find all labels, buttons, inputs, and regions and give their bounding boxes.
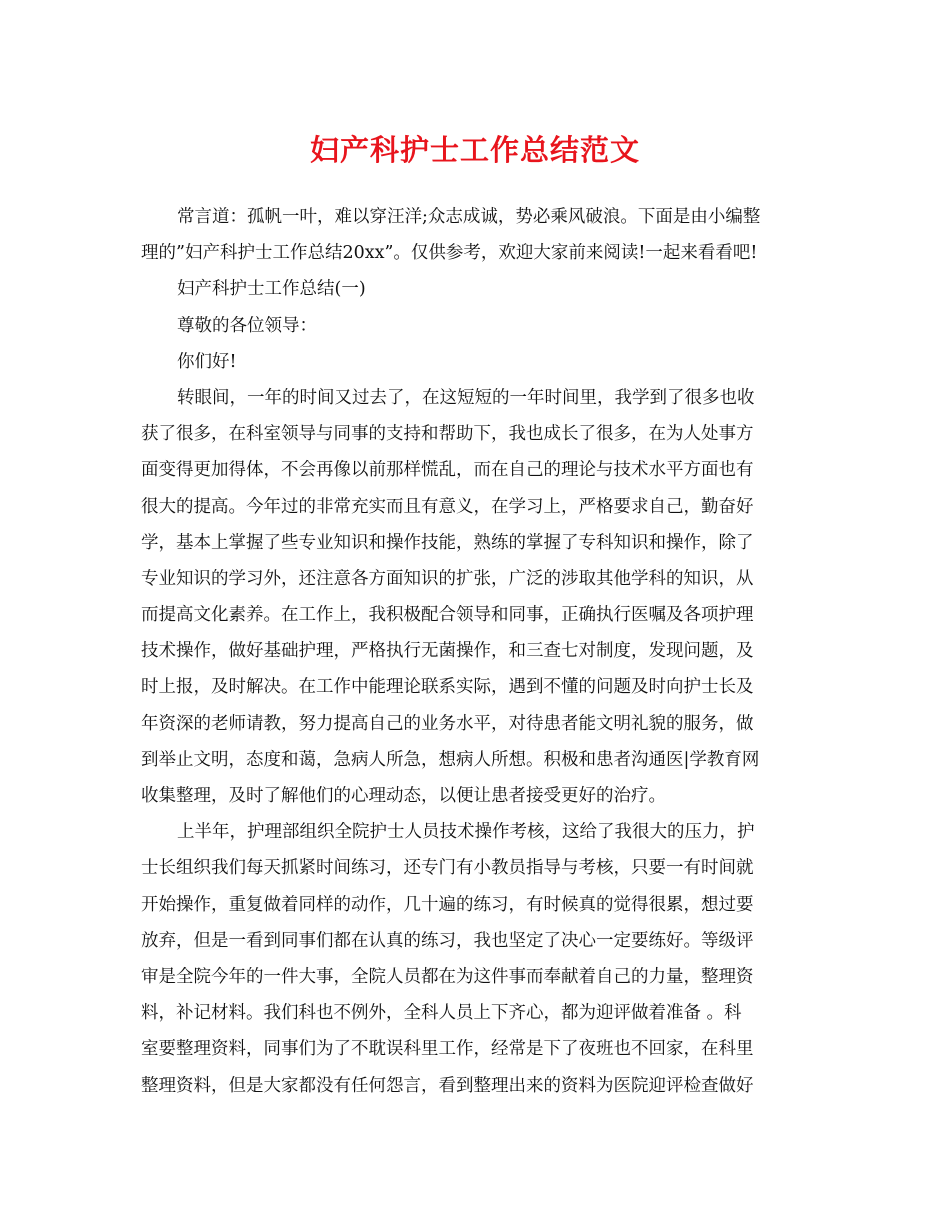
paragraph-line: 尊敬的各位领导：: [177, 315, 317, 336]
paragraph-line: 面变得更加得体，不会再像以前那样慌乱，而在自己的理论与技术水平方面也有: [141, 460, 754, 481]
paragraph-line: 审是全院今年的一件大事，全院人员都在为这件事而奉献着自己的力量，整理资: [141, 966, 754, 987]
paragraph-line: 专业知识的学习外，还注意各方面知识的扩张，广泛的涉取其他学科的知识，从: [141, 568, 754, 589]
paragraph-line: 收集整理，及时了解他们的心理动态，以便让患者接受更好的治疗。: [141, 786, 666, 806]
paragraph-line: 上半年，护理部组织全院护士人员技术操作考核，这给了我很大的压力，护: [177, 822, 755, 843]
paragraph-line: 理的”妇产科护士工作总结20xx”。仅供参考，欢迎大家前来阅读!一起来看看吧!: [141, 243, 758, 264]
paragraph-line: 到举止文明，态度和蔼，急病人所急，想病人所想。积极和患者沟通医|学教育网: [141, 749, 760, 770]
paragraph-line: 时上报，及时解决。在工作中能理论联系实际，遇到不懂的问题及时向护士长及: [141, 677, 754, 698]
paragraph-line: 学，基本上掌握了些专业知识和操作技能，熟练的掌握了专科知识和操作，除了: [141, 532, 754, 553]
paragraph-line: 常言道：孤帆一叶，难以穿汪洋;众志成诚，势必乘风破浪。下面是由小编整: [177, 207, 761, 227]
paragraph-line: 整理资料，但是大家都没有任何怨言，看到整理出来的资料为医院迎评检查做好: [141, 1075, 754, 1096]
paragraph-line: 开始操作，重复做着同样的动作，几十遍的练习，有时候真的觉得很累，想过要: [141, 894, 754, 915]
paragraph-line: 放弃，但是一看到同事们都在认真的练习，我也坚定了决心一定要练好。等级评: [141, 930, 754, 951]
paragraph-line: 室要整理资料，同事们为了不耽误科里工作，经常是下了夜班也不回家，在科里: [141, 1039, 754, 1060]
paragraph-line: 年资深的老师请教，努力提高自己的业务水平，对待患者能文明礼貌的服务，做: [141, 713, 754, 734]
paragraph-line: 妇产科护士工作总结(一): [177, 279, 366, 300]
document-title: 妇产科护士工作总结范文: [309, 133, 640, 167]
paragraph-line: 获了很多，在科室领导与同事的支持和帮助下，我也成长了很多，在为人处事方: [141, 424, 754, 445]
paragraph-line: 转眼间，一年的时间又过去了，在这短短的一年时间里，我学到了很多也收: [177, 387, 755, 408]
paragraph-line: 你们好!: [177, 351, 237, 372]
paragraph-line: 很大的提高。今年过的非常充实而且有意义，在学习上，严格要求自己，勤奋好: [141, 496, 754, 517]
paragraph-line: 士长组织我们每天抓紧时间练习，还专门有小教员指导与考核，只要一有时间就: [141, 858, 754, 879]
paragraph-line: 而提高文化素养。在工作上，我积极配合领导和同事，正确执行医嘱及各项护理: [141, 605, 754, 626]
document-body: [141, 199, 801, 1104]
paragraph-line: 料，补记材料。我们科也不例外，全科人员上下齐心，都为迎评做着准备 。科: [141, 1003, 742, 1024]
paragraph-line: 技术操作，做好基础护理，严格执行无菌操作，和三查七对制度，发现问题，及: [141, 641, 754, 662]
